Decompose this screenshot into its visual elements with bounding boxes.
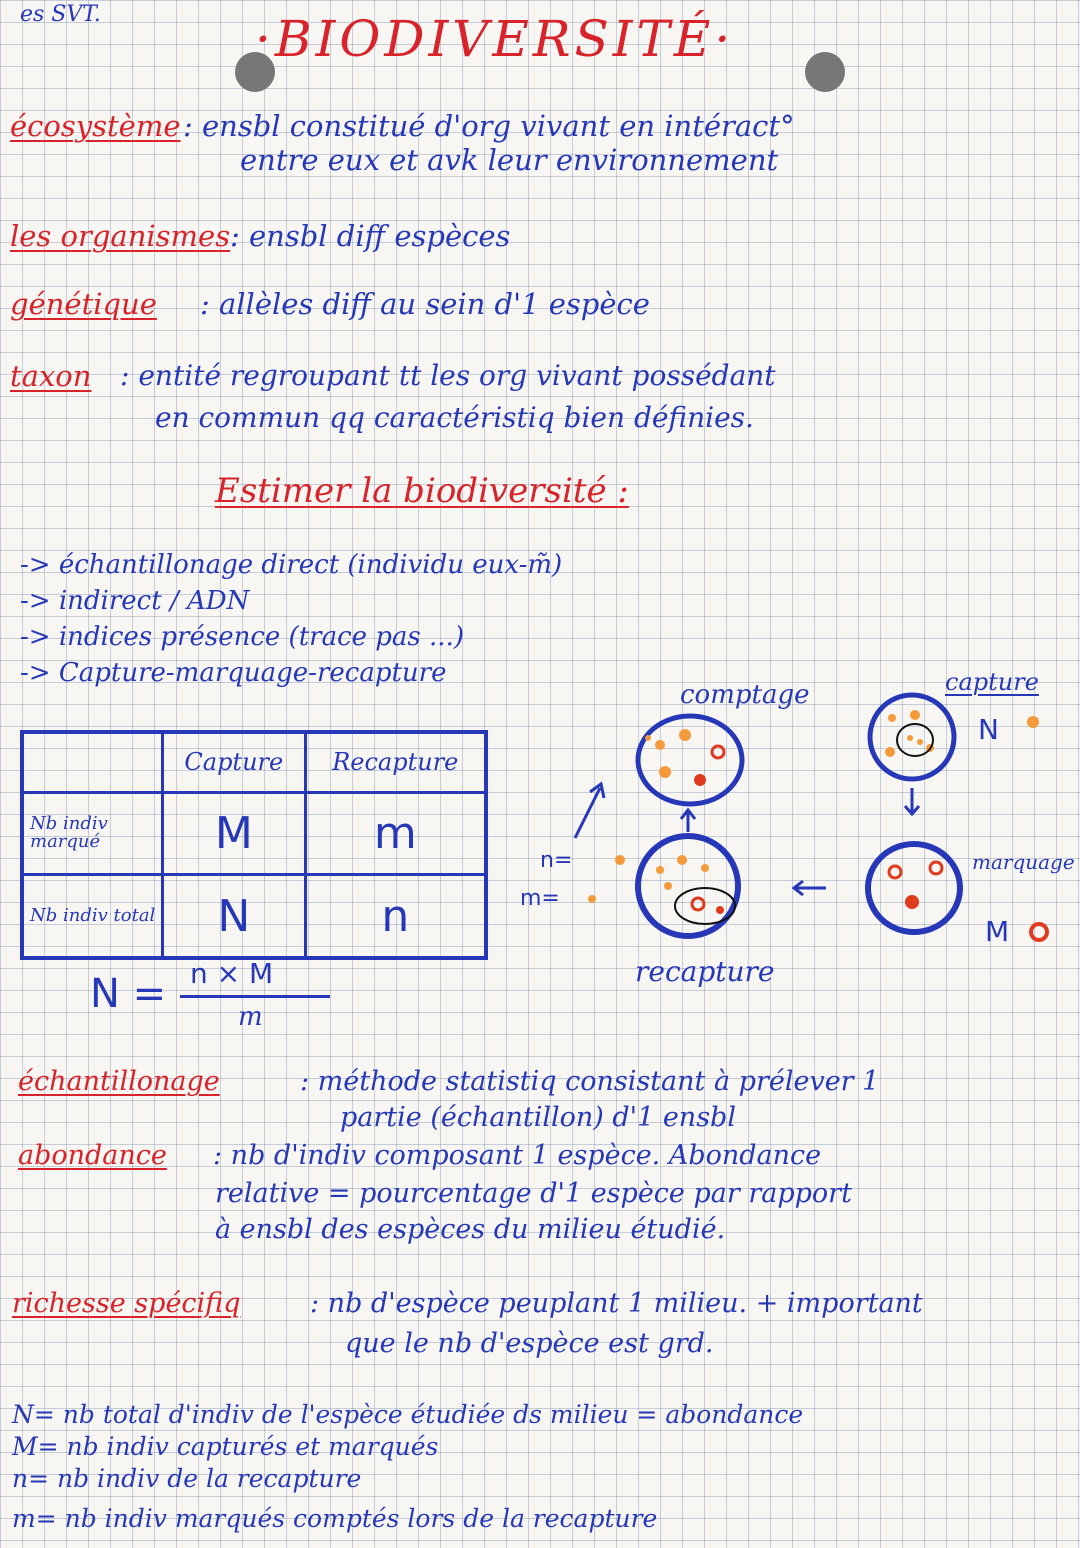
- term-richesse: richesse spécifiq: [12, 1288, 241, 1319]
- formula-numerator: n × M: [190, 957, 274, 990]
- label-m: m=: [520, 886, 560, 911]
- row-label-total: Nb indiv total: [22, 875, 163, 958]
- def-abondance-3: à ensbl des espèces du milieu étudié.: [215, 1214, 726, 1245]
- formula-lhs: N =: [90, 971, 167, 1017]
- cell-recapture-m: m: [305, 792, 486, 875]
- subject-label: es SVT.: [20, 2, 101, 27]
- cell-capture-M: M: [163, 792, 306, 875]
- def-echantillonage-1: : méthode statistiq consistant à prélever 1: [300, 1066, 880, 1097]
- def-taxon-2: en commun qq caractéristiq bien définies.: [155, 401, 754, 434]
- term-organismes: les organismes: [10, 219, 231, 253]
- punch-hole-right: [805, 52, 845, 92]
- cell-capture-N: N: [163, 875, 306, 958]
- table-row: [22, 875, 486, 958]
- label-capture-sym: N: [978, 713, 999, 746]
- def-abondance-1: : nb d'indiv composant 1 espèce. Abondance: [213, 1140, 822, 1171]
- table-header-capture: Capture: [163, 732, 306, 792]
- term-echantillonage: échantillonage: [18, 1066, 220, 1097]
- legend-n: n= nb indiv de la recapture: [12, 1464, 362, 1493]
- def-richesse-1: : nb d'espèce peuplant 1 milieu. + important: [310, 1288, 923, 1319]
- formula-fraction-bar: [180, 995, 330, 998]
- label-comptage: comptage: [680, 680, 810, 710]
- table-row: [22, 792, 486, 875]
- term-taxon: taxon: [10, 359, 92, 393]
- label-capture: capture: [945, 668, 1039, 696]
- method-item: -> indices présence (trace pas ...): [20, 622, 464, 652]
- legend-m: m= nb indiv marqués comptés lors de la recapture: [12, 1504, 658, 1533]
- def-echantillonage-2: partie (échantillon) d'1 ensbl: [340, 1102, 736, 1133]
- cell-recapture-n: n: [305, 875, 486, 958]
- label-marquage: marquage: [972, 850, 1075, 874]
- label-n: n=: [540, 848, 573, 873]
- legend-N: N= nb total d'indiv de l'espèce étudiée ds milieu = abondance: [12, 1400, 804, 1429]
- def-genetique: : allèles diff au sein d'1 espèce: [200, 287, 650, 321]
- def-organismes: : ensbl diff espèces: [230, 219, 511, 253]
- term-abondance: abondance: [18, 1140, 167, 1171]
- term-ecosysteme: écosystème: [10, 109, 181, 143]
- page-title: ·BIODIVERSITÉ·: [255, 10, 735, 68]
- def-ecosysteme-1: : ensbl constitué d'org vivant en intéract°: [183, 109, 795, 143]
- capture-recapture-table: [20, 730, 488, 960]
- method-item: -> indirect / ADN: [20, 586, 250, 616]
- table-corner: [22, 732, 163, 792]
- label-recapture: recapture: [635, 955, 775, 988]
- formula-denominator: m: [238, 1002, 263, 1032]
- method-item: -> échantillonage direct (individu eux-m̃): [20, 550, 563, 580]
- def-ecosysteme-2: entre eux et avk leur environnement: [240, 143, 779, 177]
- label-marquage-sym: M: [985, 915, 1010, 948]
- def-taxon-1: : entité regroupant tt les org vivant possédant: [120, 359, 776, 392]
- term-genetique: génétique: [10, 287, 157, 321]
- row-label-marked: Nb indiv marqué: [22, 792, 163, 875]
- legend-M: M= nb indiv capturés et marqués: [12, 1432, 439, 1461]
- def-richesse-2: que le nb d'espèce est grd.: [345, 1328, 714, 1359]
- marquage-circle: [868, 844, 960, 932]
- table-header-recapture: Recapture: [305, 732, 486, 792]
- comptage-circle: [638, 716, 742, 804]
- section-title: Estimer la biodiversité :: [215, 471, 629, 511]
- method-item: -> Capture-marquage-recapture: [20, 658, 447, 688]
- def-abondance-2: relative = pourcentage d'1 espèce par rapport: [215, 1178, 852, 1209]
